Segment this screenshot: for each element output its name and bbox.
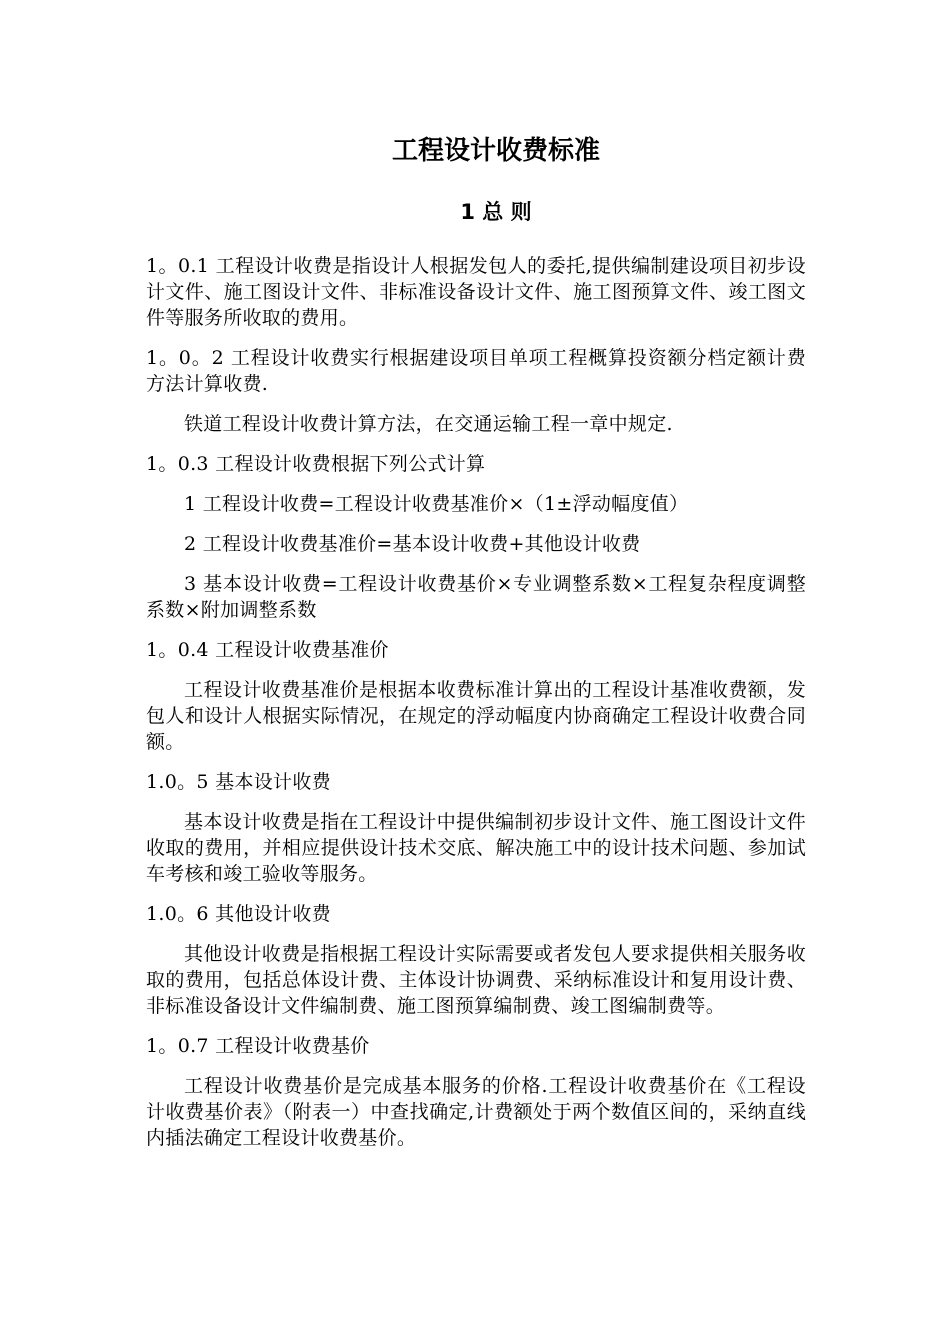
clause-1-0-7-body: 工程设计收费基价是完成基本服务的价格.工程设计收费基价在《工程设计收费基价表》（附表一）中查找确定,计费额处于两个数值区间的，采纳直线内插法确定工程设计收费基价。 (146, 1075, 806, 1149)
clause-1-0-6-body: 其他设计收费是指根据工程设计实际需要或者发包人要求提供相关服务收取的费用，包括总体设计费、主体设计协调费、采纳标准设计和复用设计费、非标准设备设计文件编制费、施工图预算编制费、竣工图编制费等。 (146, 943, 806, 1017)
document-body (146, 133, 806, 1165)
clause-1-0-2: 1。0。2 工程设计收费实行根据建设项目单项工程概算投资额分档定额计费方法计算收费. (146, 347, 806, 395)
formula-1: 1 工程设计收费=工程设计收费基准价×（1±浮动幅度值） (184, 493, 689, 515)
clause-1-0-5-body: 基本设计收费是指在工程设计中提供编制初步设计文件、施工图设计文件收取的费用，并相应提供设计技术交底、解决施工中的设计技术问题、参加试车考核和竣工验收等服务。 (146, 811, 806, 885)
clause-1-0-7: 1。0.7 工程设计收费基价 (146, 1035, 370, 1057)
section-heading: 1 总 则 (460, 200, 532, 224)
clause-1-0-5: 1.0。5 基本设计收费 (146, 771, 331, 793)
formula-3: 3 基本设计收费=工程设计收费基价×专业调整系数×工程复杂程度调整系数×附加调整系数 (146, 573, 806, 621)
clause-1-0-4: 1。0.4 工程设计收费基准价 (146, 639, 389, 661)
formula-2: 2 工程设计收费基准价=基本设计收费+其他设计收费 (184, 533, 641, 555)
clause-1-0-1: 1。0.1 工程设计收费是指设计人根据发包人的委托,提供编制建设项目初步设计文件、施工图设计文件、非标准设备设计文件、施工图预算文件、竣工图文件等服务所收取的费用。 (146, 255, 806, 329)
clause-1-0-4-body: 工程设计收费基准价是根据本收费标准计算出的工程设计基准收费额，发包人和设计人根据实际情况，在规定的浮动幅度内协商确定工程设计收费合同额。 (146, 679, 806, 753)
clause-1-0-3: 1。0.3 工程设计收费根据下列公式计算 (146, 453, 486, 475)
clause-note-railway: 铁道工程设计收费计算方法，在交通运输工程一章中规定. (184, 413, 673, 435)
document-title: 工程设计收费标准 (391, 136, 600, 166)
clause-1-0-6: 1.0。6 其他设计收费 (146, 903, 331, 925)
